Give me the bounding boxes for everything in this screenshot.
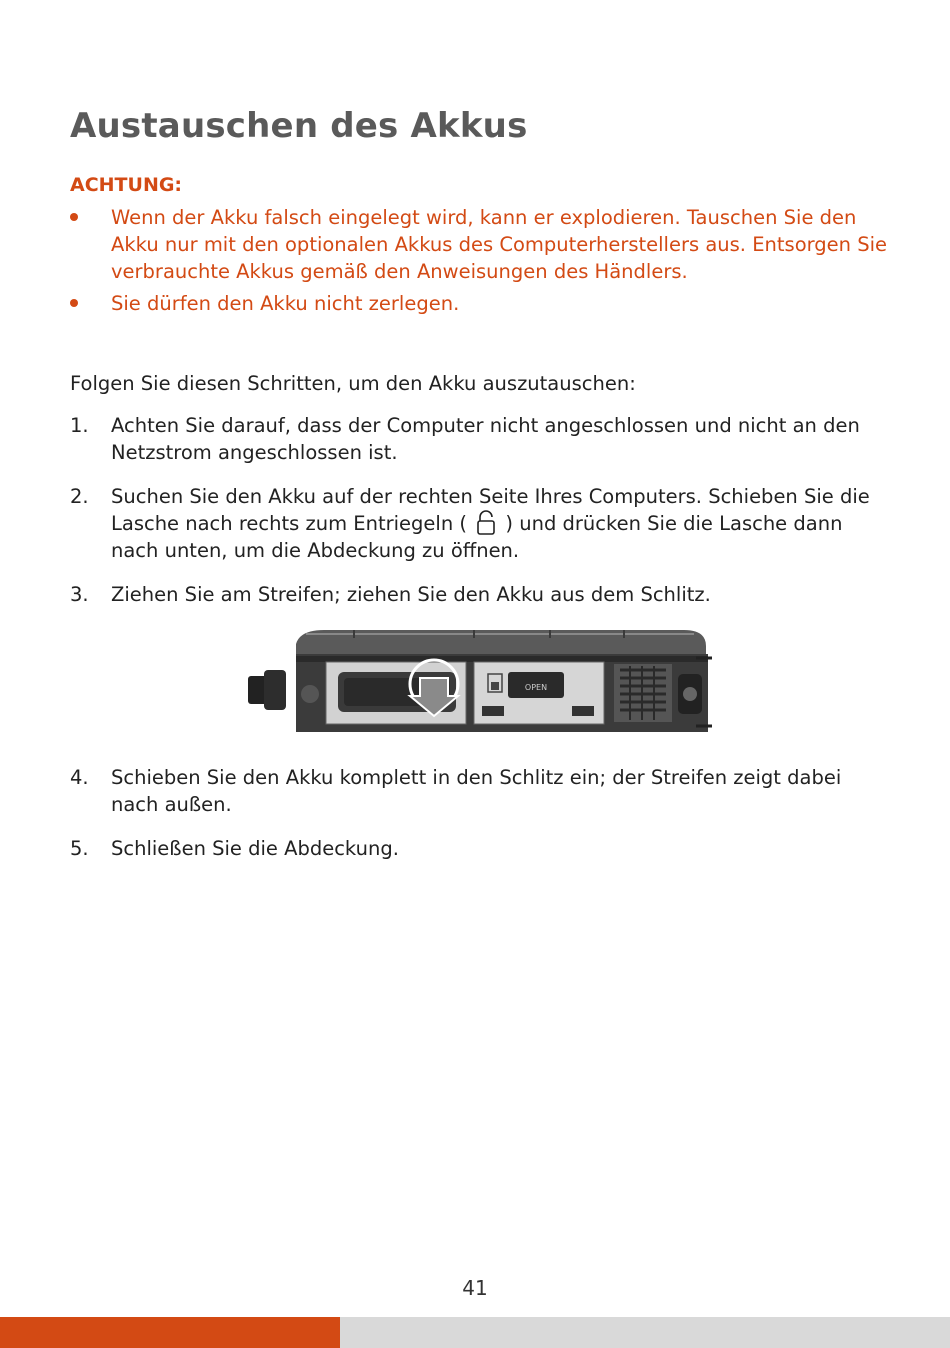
latch-label: OPEN xyxy=(524,683,548,692)
caution-text: Sie dürfen den Akku nicht zerlegen. xyxy=(111,292,460,315)
unlock-icon xyxy=(475,510,497,536)
step-number: 1. xyxy=(70,414,89,437)
step-text: Schieben Sie den Akku komplett in den Schlitz ein; der Streifen zeigt dabei nach außen. xyxy=(111,766,842,816)
step-item xyxy=(70,835,890,862)
step-text: Suchen Sie den Akku auf der rechten Seite Ihres Computers. Schieben Sie die Lasche nach rechts zum Entriegeln ( xyxy=(111,485,870,535)
step-text: ) und drücken Sie die Lasche dann nach unten, um die Abdeckung zu öffnen. xyxy=(111,512,843,562)
step-number: 5. xyxy=(70,837,89,860)
step-number: 4. xyxy=(70,766,89,789)
footer-bar-accent xyxy=(0,1317,340,1348)
bullet-icon xyxy=(70,213,78,221)
step-text: Ziehen Sie am Streifen; ziehen Sie den Akku aus dem Schlitz. xyxy=(111,583,711,606)
steps-list xyxy=(70,412,890,625)
step-item xyxy=(70,412,890,466)
caution-text: Wenn der Akku falsch eingelegt wird, kann er explodieren. Tauschen Sie den Akku nur mit den optionalen Akkus des Computerherstellers aus. Entsorgen Sie verbrauchte Akkus gemäß den Anweisungen des Händlers. xyxy=(111,206,888,283)
caution-item xyxy=(70,204,890,285)
step-item xyxy=(70,581,890,608)
step-number: 2. xyxy=(70,485,89,508)
step-text: Schließen Sie die Abdeckung. xyxy=(111,837,399,860)
intro-text: Folgen Sie diesen Schritten, um den Akku auszutauschen: xyxy=(70,372,636,395)
footer-bar xyxy=(340,1317,950,1348)
steps-list xyxy=(70,764,890,879)
step-item xyxy=(70,764,890,818)
caution-item xyxy=(70,290,890,317)
laptop-side-figure xyxy=(244,626,712,738)
step-item xyxy=(70,483,890,564)
caution-label: ACHTUNG: xyxy=(70,174,183,196)
caution-list xyxy=(70,204,890,322)
step-number: 3. xyxy=(70,583,89,606)
page-title: Austauschen des Akkus xyxy=(70,106,528,146)
page-number: 41 xyxy=(462,1276,488,1300)
step-text: Achten Sie darauf, dass der Computer nicht angeschlossen und nicht an den Netzstrom angeschlossen ist. xyxy=(111,414,860,464)
bullet-icon xyxy=(70,299,78,307)
